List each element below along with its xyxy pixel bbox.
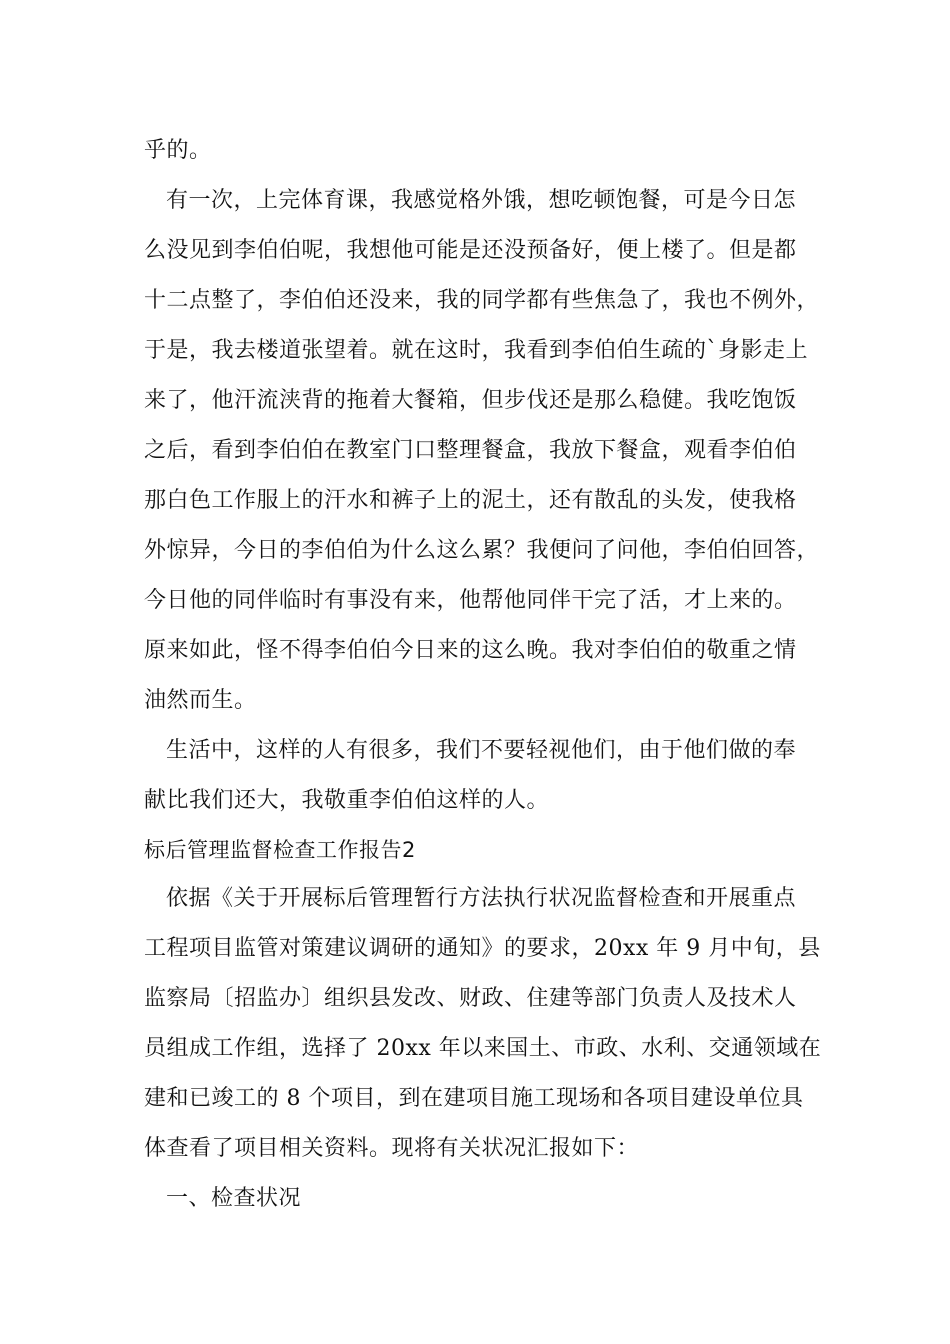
section-title: 标后管理监督检查工作报告2: [144, 838, 416, 862]
paragraph-line: 工程项目监管对策建议调研的通知》的要求，20xx 年 9 月中旬，县: [144, 936, 821, 961]
paragraph-line: 今日他的同伴临时有事没有来，他帮他同伴干完了活，才上来的。: [144, 588, 797, 613]
paragraph-line: 监察局〔招监办〕组织县发改、财政、住建等部门负责人及技术人: [144, 986, 797, 1011]
paragraph-line: 体查看了项目相关资料。现将有关状况汇报如下：: [144, 1136, 640, 1161]
section-subheading: 一、检查状况: [166, 1186, 302, 1211]
paragraph-line: 原来如此，怪不得李伯伯今日来的这么晚。我对李伯伯的敬重之情: [144, 638, 797, 663]
paragraph-line: 么没见到李伯伯呢，我想他可能是还没预备好，便上楼了。但是都: [144, 238, 797, 263]
paragraph-line: 依据《关于开展标后管理暂行方法执行状况监督检查和开展重点: [166, 886, 797, 911]
paragraph-line: 献比我们还大，我敬重李伯伯这样的人。: [144, 788, 550, 813]
paragraph-line: 外惊异，今日的李伯伯为什么这么累？我便问了问他，李伯伯回答，: [144, 538, 820, 563]
paragraph-line: 十二点整了，李伯伯还没来，我的同学都有些焦急了，我也不例外，: [144, 288, 820, 313]
paragraph-line: 员组成工作组，选择了 20xx 年以来国土、市政、水利、交通领域在: [144, 1036, 822, 1061]
paragraph-line: 之后，看到李伯伯在教室门口整理餐盒，我放下餐盒，观看李伯伯: [144, 438, 797, 463]
paragraph-line: 那白色工作服上的汗水和裤子上的泥土，还有散乱的头发，使我格: [144, 488, 797, 513]
paragraph-line: 来了，他汗流浃背的拖着大餐箱，但步伐还是那么稳健。我吃饱饭: [144, 388, 797, 413]
paragraph-line: 有一次，上完体育课，我感觉格外饿，想吃顿饱餐，可是今日怎: [166, 188, 797, 213]
paragraph-line: 建和已竣工的 8 个项目，到在建项目施工现场和各项目建设单位具: [144, 1086, 804, 1111]
paragraph-line: 生活中，这样的人有很多，我们不要轻视他们，由于他们做的奉: [166, 738, 797, 763]
paragraph-line: 于是，我去楼道张望着。就在这时，我看到李伯伯生疏的`身影走上: [144, 338, 809, 363]
paragraph-line: 油然而生。: [144, 688, 257, 713]
paragraph-line: 乎的。: [144, 138, 212, 163]
